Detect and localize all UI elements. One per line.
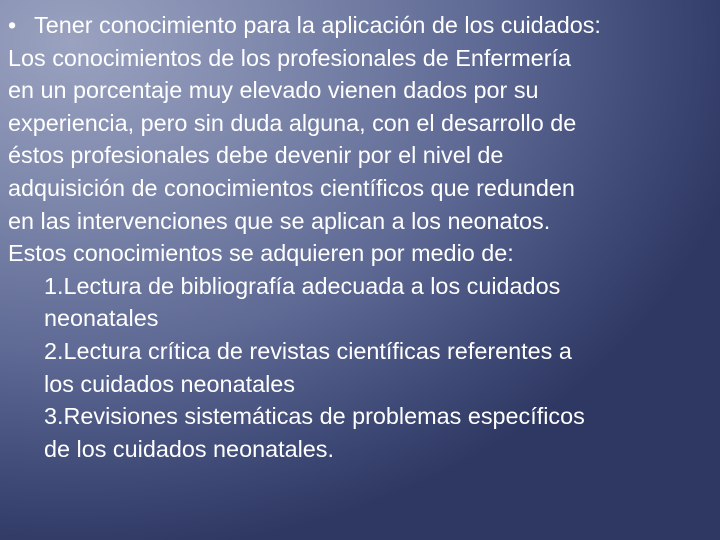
list-item-text: Lectura crítica de revistas científicas referentes a — [63, 337, 572, 364]
list-item-line — [8, 270, 720, 303]
list-item-line — [8, 400, 720, 433]
bullet-icon: • — [8, 12, 17, 38]
text-line: experiencia, pero sin duda alguna, con el desarrollo de — [8, 109, 577, 136]
text-line: éstos profesionales debe devenir por el nivel de — [8, 142, 504, 169]
list-number: 2. — [44, 337, 64, 364]
list-item-text: Lectura de bibliografía adecuada a los cuidados — [63, 272, 561, 299]
list-number: 1. — [44, 272, 64, 299]
list-item — [8, 400, 720, 465]
text-line: adquisición de conocimientos científicos que redunden — [8, 174, 575, 201]
list-item — [8, 270, 720, 335]
list-item-text: los cuidados neonatales — [44, 370, 295, 397]
text-line: en un porcentaje muy elevado vienen dados por su — [8, 77, 539, 104]
slide-body — [8, 9, 720, 465]
list-item-line — [8, 335, 720, 368]
text-line: Tener conocimiento para la aplicación de los cuidados: — [34, 12, 601, 38]
text-line: Los conocimientos de los profesionales de Enfermería — [8, 44, 571, 71]
numbered-list — [8, 270, 720, 466]
list-number: 3. — [44, 403, 64, 430]
bullet-line — [8, 9, 720, 42]
text-line: Estos conocimientos se adquieren por medio de: — [8, 240, 514, 267]
list-item-text: neonatales — [44, 305, 159, 332]
list-item-text: Revisiones sistemáticas de problemas específicos — [63, 403, 585, 430]
list-item-text: de los cuidados neonatales. — [44, 435, 334, 462]
text-line: en las intervenciones que se aplican a los neonatos. — [8, 207, 551, 234]
list-item — [8, 335, 720, 400]
